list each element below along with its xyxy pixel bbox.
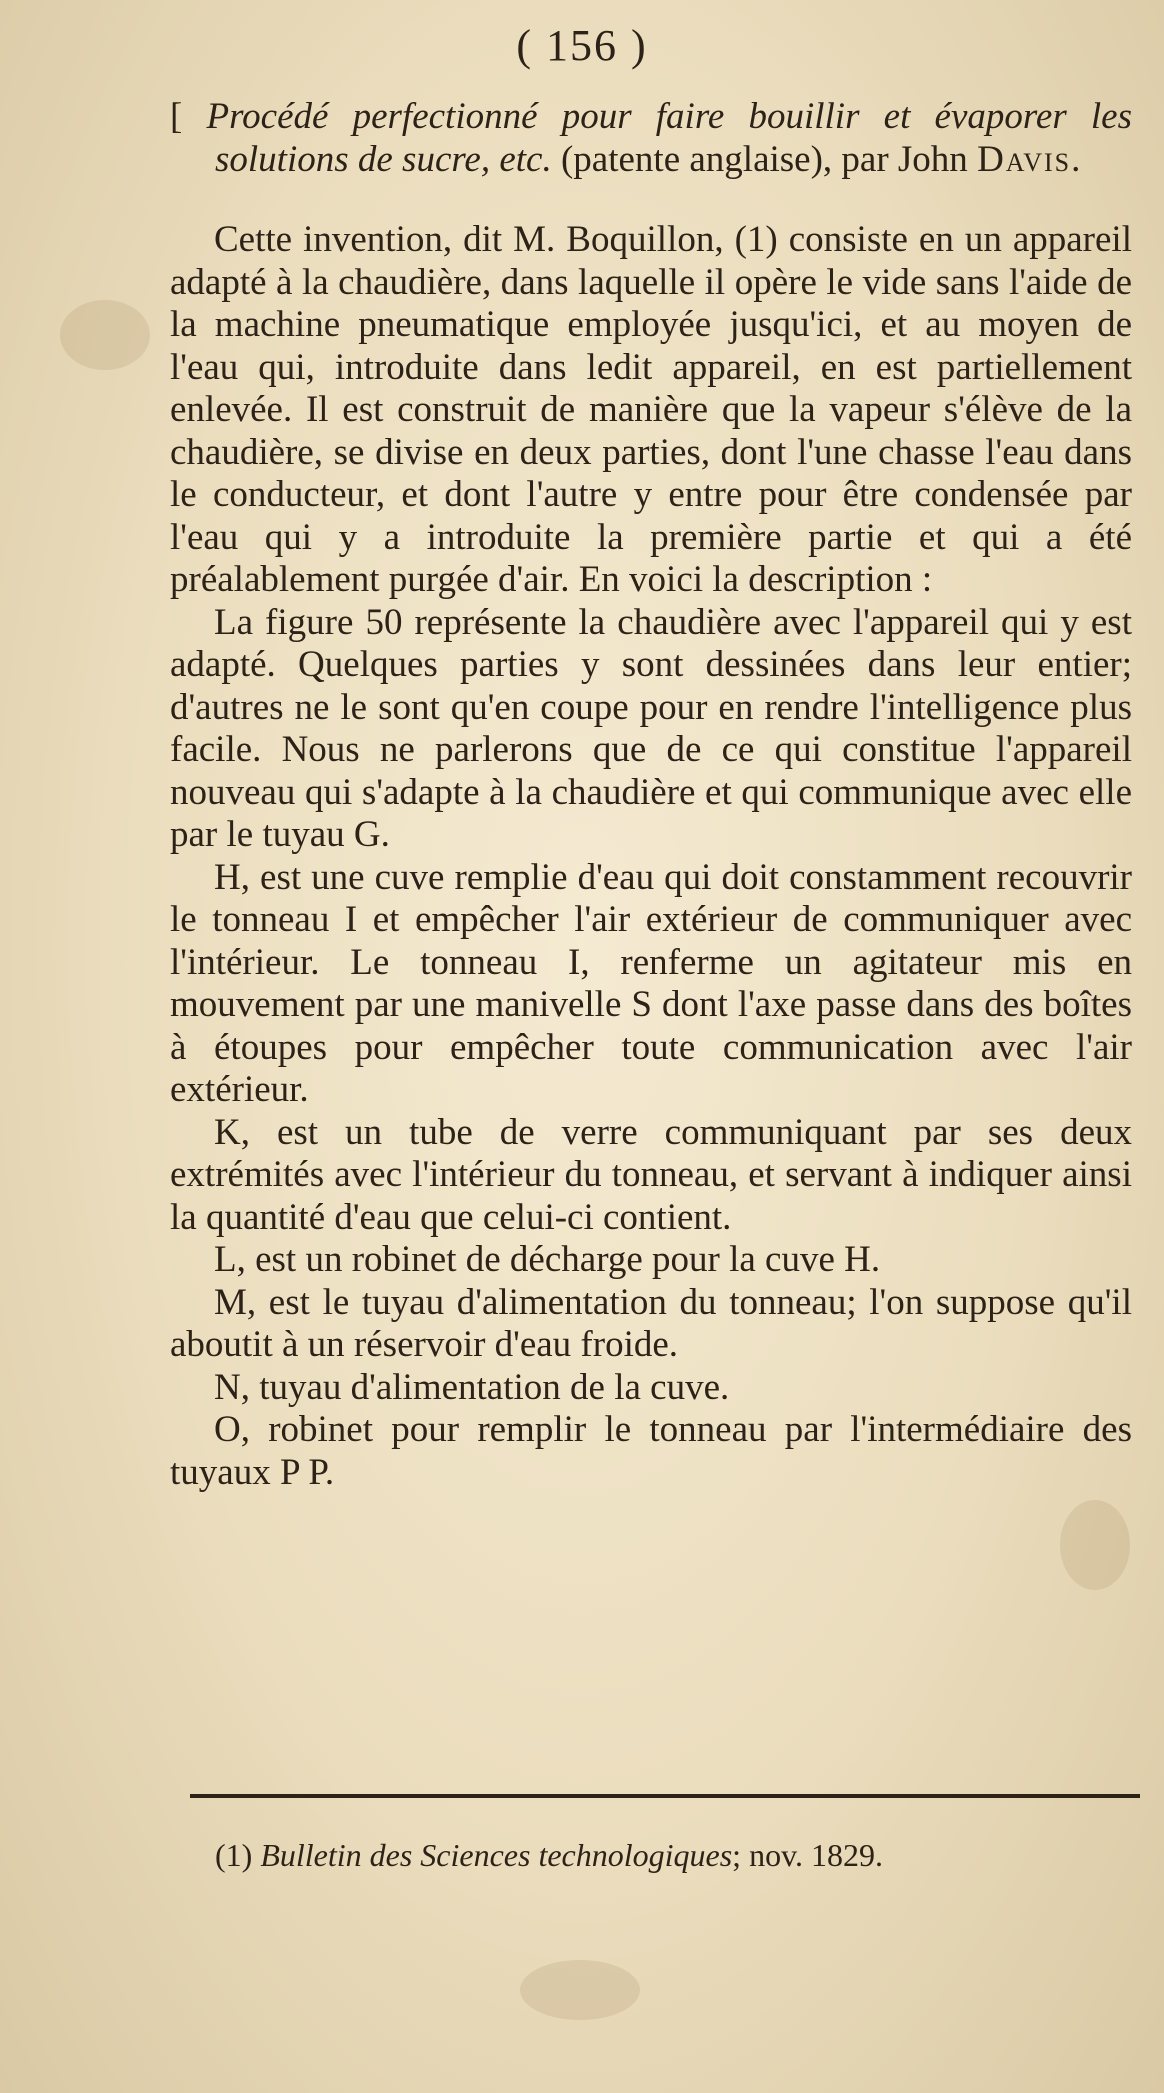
paper-stain xyxy=(1060,1500,1130,1590)
paper-stain xyxy=(60,300,150,370)
paragraph: K, est un tube de verre communiquant par ses deux extrémités avec l'intérieur du tonneau, et servant à indiquer ainsi la quantité d'eau que celui-ci contient. xyxy=(170,1111,1132,1238)
title-bracket: [ xyxy=(170,96,183,137)
main-text xyxy=(170,96,1132,1494)
footnote-marker: (1) xyxy=(215,1837,253,1873)
paragraph: Cette invention, dit M. Boquillon, (1) consiste en un appareil adapté à la chaudière, dans laquelle il opère le vide sans l'aide de la machine pneumatique employée jusqu'ici, et au moyen de l'eau qui, introduite dans ledit appareil, en est partiellement enlevée. Il est construit de manière que la vapeur s'élève de la chaudière, se divise en deux parties, dont l'une chasse l'eau dans le conducteur, et dont l'autre y entre pour être condensée par l'eau qui y a introduite la première partie et qui a été préalablement purgée d'air. En voici la description : xyxy=(170,219,1132,600)
paragraph: M, est le tuyau d'alimentation du tonneau; l'on suppose qu'il aboutit à un réservoir d'eau froide. xyxy=(170,1281,1132,1365)
title-author: Davis. xyxy=(977,138,1083,180)
footnote xyxy=(215,1837,883,1874)
paragraph: N, tuyau d'alimentation de la cuve. xyxy=(214,1366,730,1408)
footnote-date: ; nov. 1829. xyxy=(732,1837,883,1873)
paragraph: H, est une cuve remplie d'eau qui doit constamment recouvrir le tonneau I et empêcher l'air extérieur de communiquer avec l'intérieur. Le tonneau I, renferme un agitateur mis en mouvement par une manivelle S dont l'axe passe dans des boîtes à étoupes pour empêcher toute communication avec l'air extérieur. xyxy=(170,856,1132,1110)
footnote-source: Bulletin des Sciences technologiques xyxy=(260,1837,733,1873)
paragraph: O, robinet pour remplir le tonneau par l'intermédiaire des tuyaux P P. xyxy=(170,1409,1132,1493)
title-normal: (patente anglaise), par John xyxy=(551,138,978,180)
article-title xyxy=(170,96,1132,181)
paragraph: L, est un robinet de décharge pour la cuve H. xyxy=(214,1239,881,1280)
page-number: ( 156 ) xyxy=(516,21,648,70)
footnote-divider xyxy=(190,1794,1140,1798)
paragraph: La figure 50 représente la chaudière avec l'appareil qui y est adapté. Quelques parties y sont dessinées dans leur entier; d'autres ne le sont qu'en coupe pour en rendre l'intelligence plus facile. Nous ne parlerons que de ce qui constitue l'appareil nouveau qui s'adapte à la chaudière et qui communique avec elle par le tuyau G. xyxy=(170,601,1132,855)
paper-stain xyxy=(520,1960,640,2020)
title-italic: Procédé perfectionné pour faire bouillir et évaporer les solutions de sucre, etc. xyxy=(206,96,1133,180)
